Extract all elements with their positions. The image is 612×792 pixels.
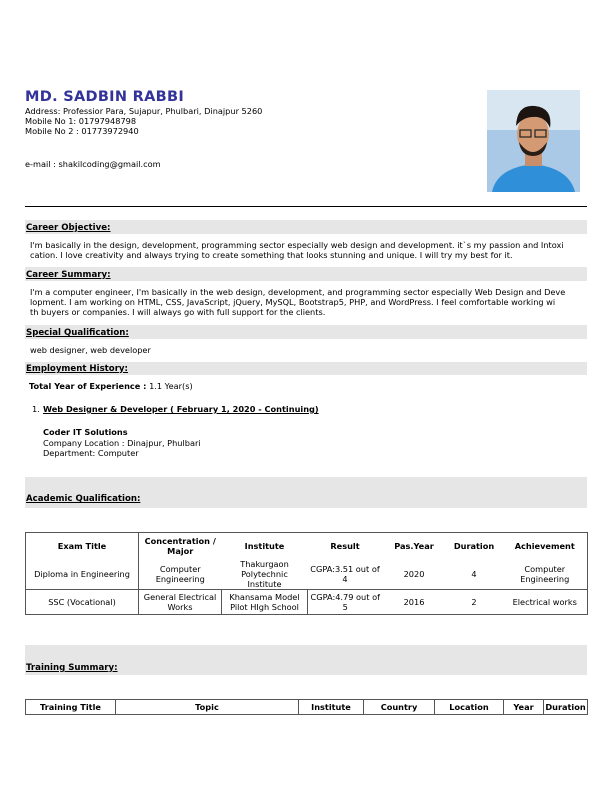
column-header: Result — [330, 541, 360, 551]
address: Address: Professior Para, Sujapur, Phulbari, Dinajpur 5260 — [25, 106, 263, 116]
table-header-row — [26, 533, 588, 560]
column-header: Duration — [453, 541, 495, 551]
career-summary-heading: Career Summary: — [25, 267, 587, 281]
table-cell: Computer Engineering — [139, 559, 222, 590]
department: Department: Computer — [43, 448, 139, 458]
candidate-name: MD. SADBIN RABBI — [25, 89, 185, 105]
training-table — [25, 699, 588, 715]
email: e-mail : shakilcoding@gmail.com — [25, 159, 161, 169]
table-cell: Khansama Model Pilot HIgh School — [222, 590, 308, 615]
column-header: Topic — [116, 700, 299, 715]
table-cell: CGPA:3.51 out of 4 — [310, 564, 380, 584]
table-cell: Computer Engineering — [520, 564, 570, 584]
mobile-1: Mobile No 1: 01797948798 — [25, 116, 137, 126]
table-cell: SSC (Vocational) — [26, 590, 139, 615]
table-row — [26, 559, 588, 590]
career-summary-line: lopment. I am working on HTML, CSS, JavaScript, jQuery, MySQL, Bootstrap5, PHP, and WordPress. I feel comfortable working wi — [30, 297, 556, 307]
column-header: Year — [504, 700, 544, 715]
column-header: Concentration / Major — [139, 533, 222, 560]
table-cell: Diploma in Engineering — [34, 569, 130, 579]
column-header: Exam Title — [57, 541, 107, 551]
table-cell: 2 — [446, 590, 503, 615]
column-header: Location — [435, 700, 504, 715]
table-cell: 2016 — [383, 590, 446, 615]
career-objective-heading: Career Objective: — [25, 220, 587, 234]
table-cell: CGPA:4.79 out of 5 — [308, 590, 383, 615]
special-qualification-text: web designer, web developer — [30, 345, 151, 355]
table-cell: General Electrical Works — [139, 590, 222, 615]
table-cell: Electrical works — [503, 590, 588, 615]
training-summary-heading: Training Summary: — [25, 645, 587, 675]
job-number: 1. — [32, 404, 40, 414]
company-name: Coder IT Solutions — [43, 427, 128, 437]
column-header: Achievement — [514, 541, 575, 551]
column-header: Duration — [544, 700, 588, 715]
company-location: Company Location : Dinajpur, Phulbari — [43, 438, 201, 448]
career-summary-line: I'm a computer engineer, I'm basically in the web design, development, and programming sector especially Web Design and Deve — [30, 287, 566, 297]
career-summary-line: th buyers or companies. I will always go with full support for the clients. — [30, 307, 326, 317]
career-objective-line: I'm basically in the design, development, programming sector especially web design and development. it`s my passion and Intoxi — [30, 240, 564, 250]
table-cell: 2020 — [403, 569, 425, 579]
table-cell: 4 — [471, 569, 477, 579]
table-header-row — [26, 700, 588, 715]
academic-table — [25, 532, 588, 615]
experience-row — [29, 381, 193, 391]
column-header: Institute — [299, 700, 364, 715]
column-header: Training Title — [40, 702, 101, 712]
column-header: Pas.Year — [394, 541, 434, 551]
table-row — [26, 590, 588, 615]
academic-qualification-heading: Academic Qualification: — [25, 477, 587, 508]
job-title: Web Designer & Developer ( February 1, 2020 - Continuing) — [43, 404, 319, 414]
column-header: Country — [364, 700, 435, 715]
profile-photo — [487, 90, 580, 192]
column-header: Institute — [244, 541, 285, 551]
mobile-2: Mobile No 2 : 01773972940 — [25, 126, 139, 136]
special-qualification-heading: Special Qualification: — [25, 325, 587, 339]
experience-value: 1.1 Year(s) — [149, 381, 193, 391]
experience-label: Total Year of Experience : — [29, 381, 147, 391]
employment-history-heading: Employment History: — [25, 362, 587, 375]
table-cell: Thakurgaon Polytechnic Institute — [240, 559, 289, 589]
header-divider — [25, 206, 587, 207]
career-objective-line: cation. I love creativity and always trying to create something that looks stunning and unique. I will try my best for it. — [30, 250, 513, 260]
